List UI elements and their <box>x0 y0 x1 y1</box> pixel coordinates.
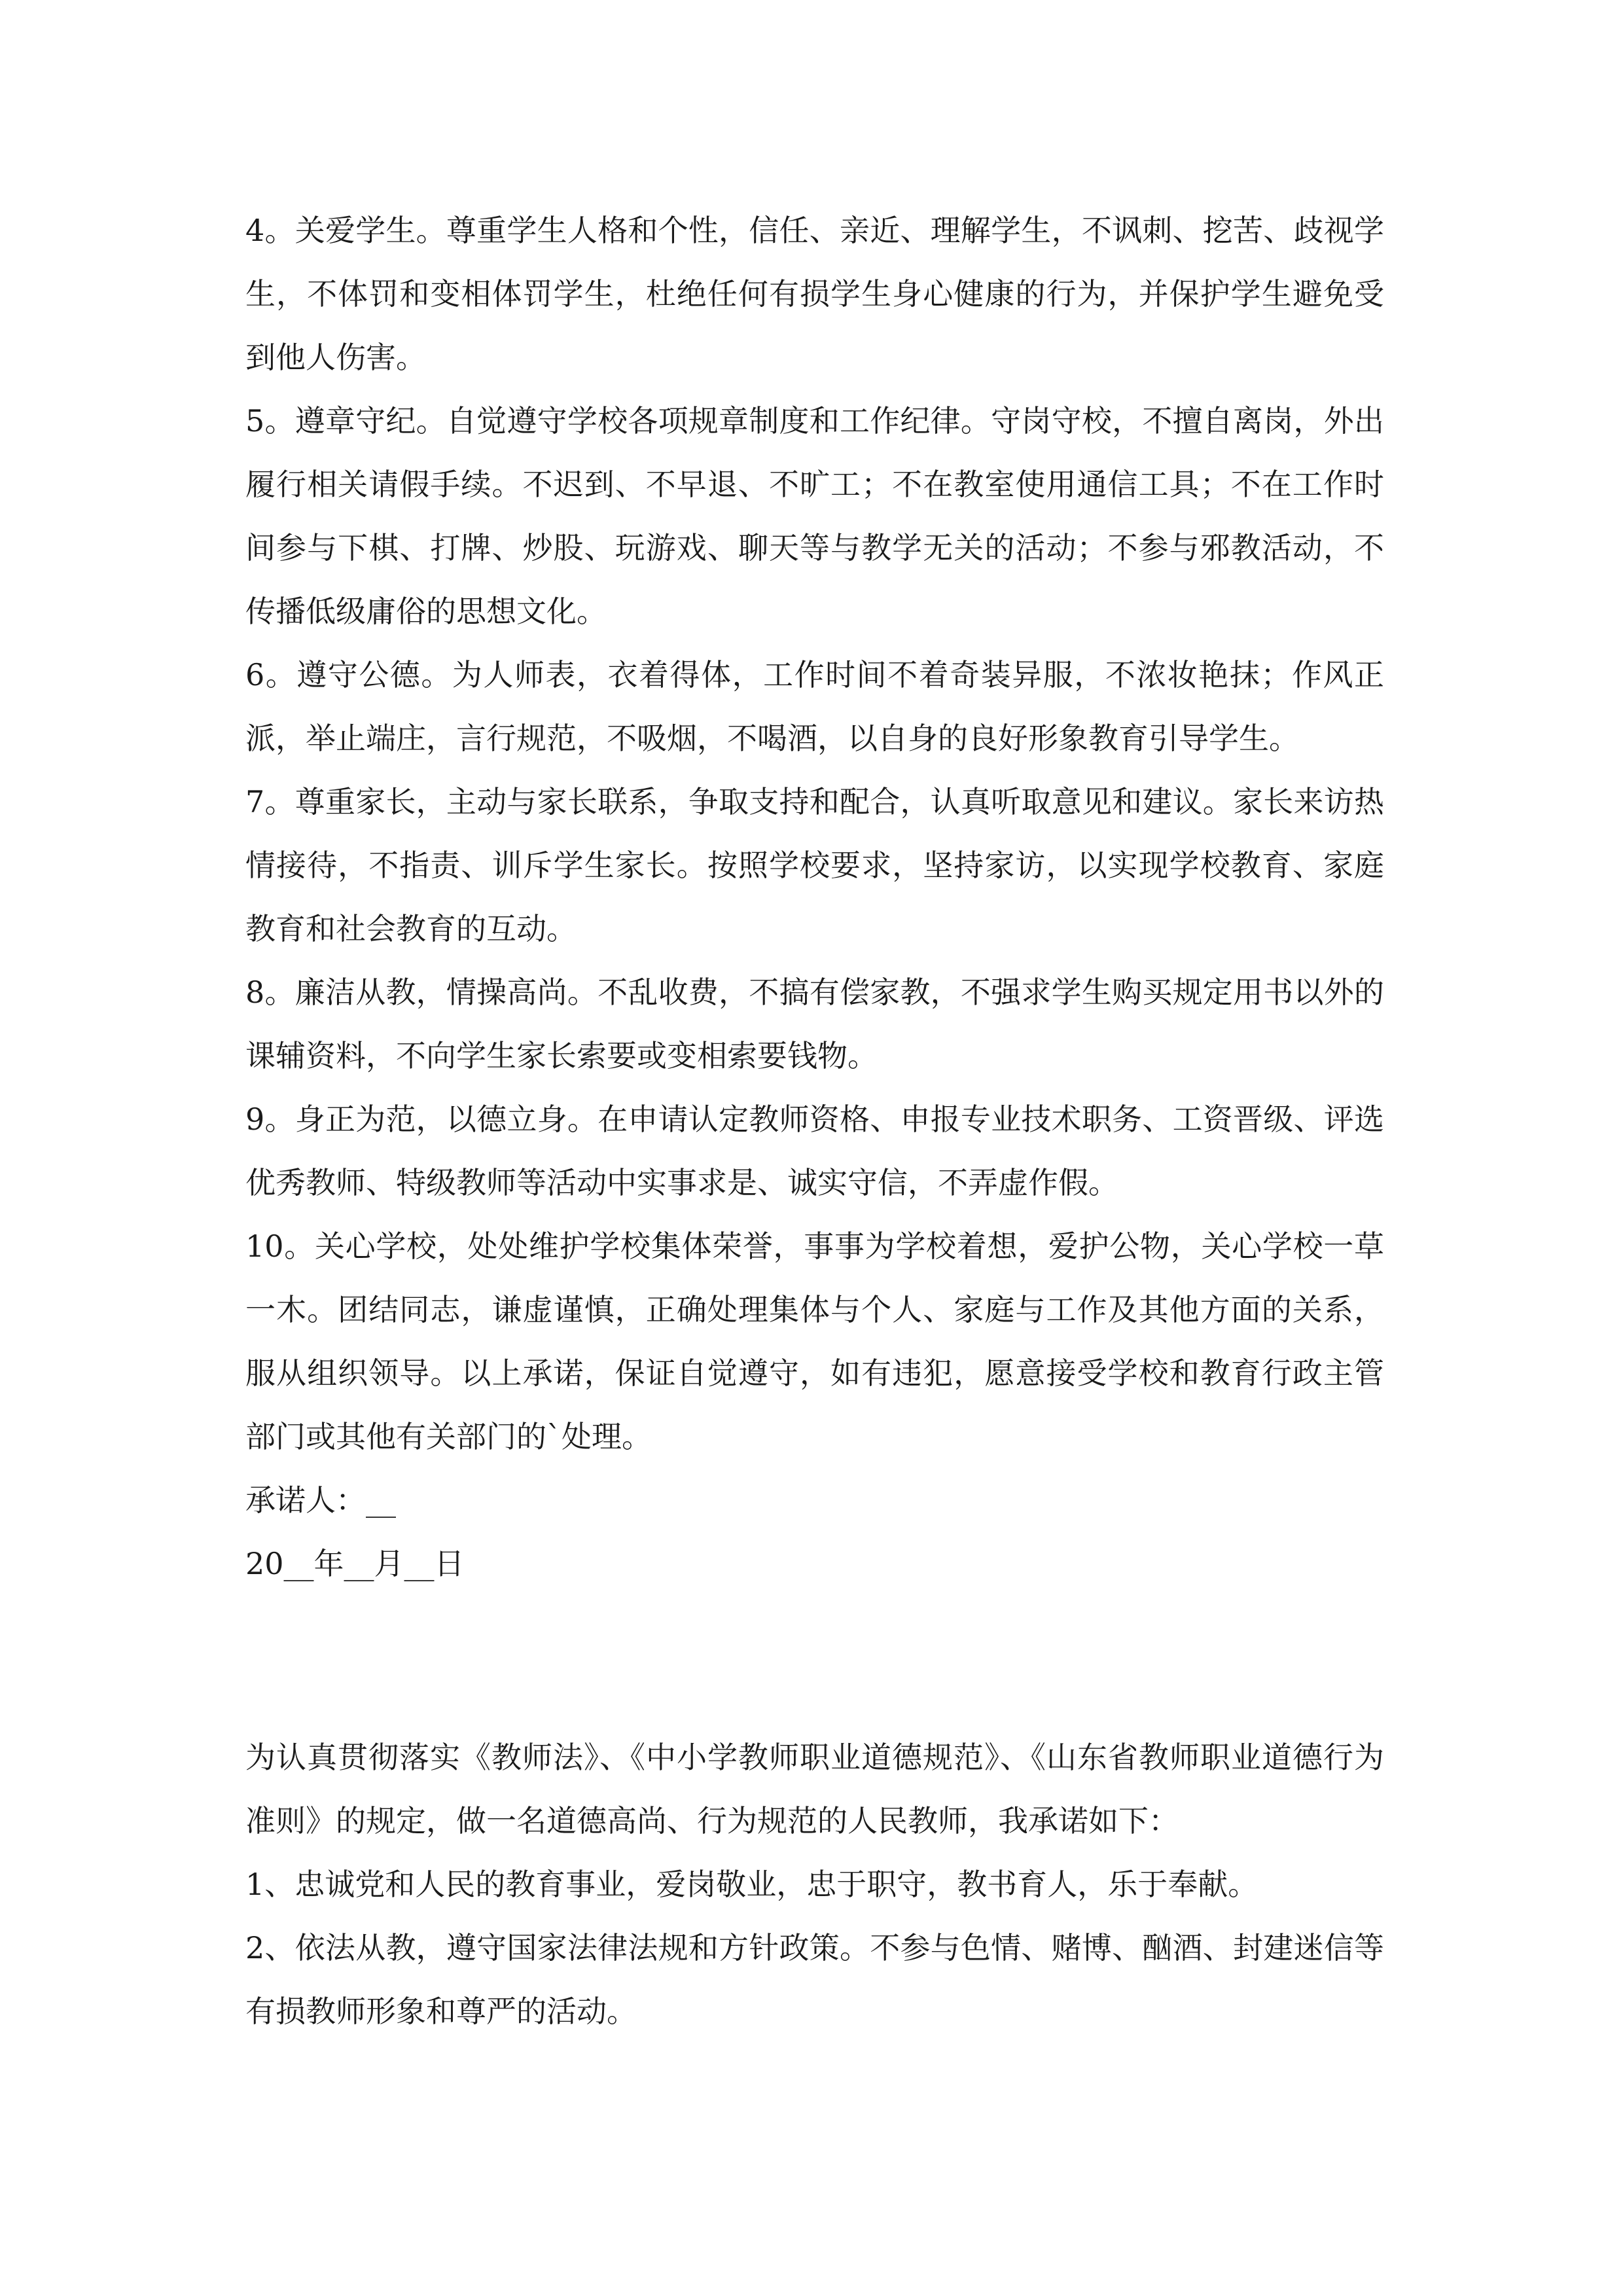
item-6-public-morality: 6。遵守公德。为人师表，衣着得体，工作时间不着奇装异服，不浓妆艳抹；作风正派，举止端庄，言行规范，不吸烟，不喝酒，以自身的良好形象教育引导学生。 <box>245 657 1384 756</box>
intro-paragraph: 为认真贯彻落实《教师法》、《中小学教师职业道德规范》、《山东省教师职业道德行为准则》的规定，做一名道德高尚、行为规范的人民教师，我承诺如下： <box>245 1740 1384 1839</box>
item-1-loyalty: 1、忠诚党和人民的教育事业，爱岗敬业，忠于职守，教书育人，乐于奉献。 <box>245 1867 1258 1902</box>
pledge-section-1 <box>245 199 1384 1596</box>
item-7-respect-parents: 7。尊重家长，主动与家长联系，争取支持和配合，认真听取意见和建议。家长来访热情接待，不指责、训斥学生家长。按照学校要求，坚持家访，以实现学校教育、家庭教育和社会教育的互动。 <box>245 784 1384 946</box>
item-9-be-an-example: 9。身正为范，以德立身。在申请认定教师资格、申报专业技术职务、工资晋级、评选优秀教师、特级教师等活动中实事求是、诚实守信，不弄虚作假。 <box>245 1102 1384 1200</box>
pledge-section-2 <box>245 1726 1384 2043</box>
date-line: 20__年__月__日 <box>245 1546 465 1581</box>
item-10-care-for-school: 10。关心学校，处处维护学校集体荣誉，事事为学校着想，爱护公物，关心学校一草一木。团结同志，谦虚谨慎，正确处理集体与个人、家庭与工作及其他方面的关系，服从组织领导。以上承诺，保证自觉遵守，如有违犯，愿意接受学校和教育行政主管部门或其他有关部门的`处理。 <box>245 1229 1384 1454</box>
item-5-follow-rules: 5。遵章守纪。自觉遵守学校各项规章制度和工作纪律。守岗守校，不擅自离岗，外出履行相关请假手续。不迟到、不早退、不旷工；不在教室使用通信工具；不在工作时间参与下棋、打牌、炒股、玩游戏、聊天等与教学无关的活动；不参与邪教活动，不传播低级庸俗的思想文化。 <box>245 403 1384 629</box>
item-2-teach-by-law: 2、依法从教，遵守国家法律法规和方针政策。不参与色情、赌博、酗酒、封建迷信等有损教师形象和尊严的活动。 <box>245 1930 1384 2029</box>
signature-line: 承诺人：__ <box>245 1482 396 1518</box>
item-8-integrity: 8。廉洁从教，情操高尚。不乱收费，不搞有偿家教，不强求学生购买规定用书以外的课辅资料，不向学生家长索要或变相索要钱物。 <box>245 975 1384 1073</box>
item-4-care-for-students: 4。关爱学生。尊重学生人格和个性，信任、亲近、理解学生，不讽刺、挖苦、歧视学生，不体罚和变相体罚学生，杜绝任何有损学生身心健康的行为，并保护学生避免受到他人伤害。 <box>245 213 1384 375</box>
